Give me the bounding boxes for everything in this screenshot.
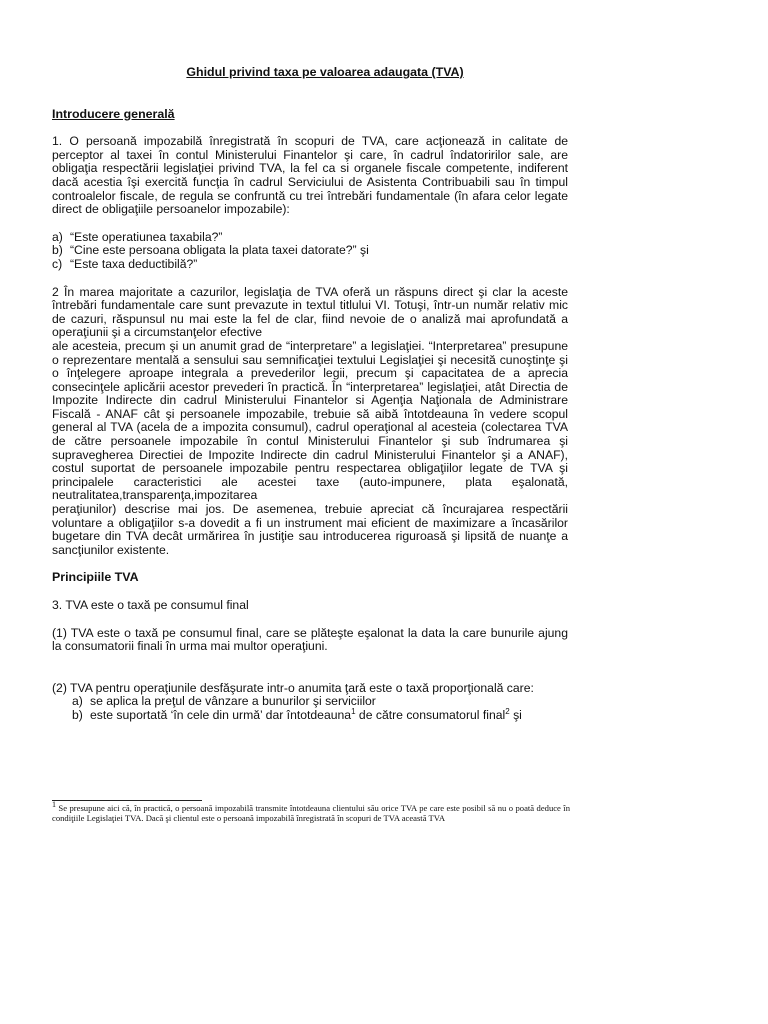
list-item <box>72 706 568 723</box>
list-item <box>72 695 568 709</box>
paragraph-3: 3. TVA este o taxă pe consumul final <box>52 598 249 612</box>
footnote-divider <box>52 800 202 801</box>
footnote-text: Se presupune aici că, în practică, o persoană impozabilă transmite întotdeauna clientului său orice TVA pe care este posibil să nu o poată deduce în condiţiile Legislaţiei TVA. Dacă şi clientul este o persoană impozabilă înregistrată în scopuri de TVA această TVA <box>52 803 570 824</box>
paragraph-2-part-1: 2 În marea majoritate a cazurilor, legislaţia de TVA oferă un răspuns direct şi clar la aceste întrebări fundamentale care sunt prevazute in textul titlului VI. Totuşi, într-un număr relativ mic de cazuri, răspunsul nu mai este la fel de clar, fiind nevoie de o analiză mai aprofundată a operaţiunii şi a circumstanţelor efective <box>52 284 568 340</box>
list-item-text: se aplica la preţul de vânzare a bunurilor şi serviciilor <box>90 694 376 709</box>
intro-heading: Introducere generală <box>52 106 175 121</box>
list-item-text: “Cine este persoana obligata la plata taxei datorate?” şi <box>70 243 369 258</box>
list-item <box>52 258 568 272</box>
list-item-text: “Este taxa deductibilă?” <box>70 256 198 271</box>
list-item-text: “Este operatiunea taxabila?” <box>70 229 223 244</box>
list-marker: a) <box>72 694 83 709</box>
list-marker: b) <box>72 707 83 722</box>
document-title: Ghidul privind taxa pe valoarea adaugata (TVA) <box>186 65 464 79</box>
list-item <box>52 231 568 245</box>
list-marker: a) <box>52 229 63 244</box>
list-marker: c) <box>52 256 63 271</box>
footnote <box>52 800 570 824</box>
paragraph-3-2: (2) TVA pentru operaţiunile desfăşurate intr-o anumita ţară este o taxă proporţională care: <box>52 680 534 695</box>
paragraph-1: 1. O persoană impozabilă înregistrată în scopuri de TVA, care acţionează in calitate de perceptor al taxei în contul Ministerului Finantelor şi care, în cadrul îndatoririlor sale, are obligaţia respectării legislaţiei privind TVA, la fel ca si organele fiscale competente, indiferent dacă acestia îşi exercită funcţia în cadrul Serviciului de Asistenta Contribuabili sau în timpul controalelor fiscale, de regula se confruntă cu trei întrebări fundamentale (în afara celor legate direct de obligaţiile persoanelor impozabile): <box>52 134 568 217</box>
principles-heading: Principiile TVA <box>52 570 139 585</box>
list-item-text: este suportată ‘în cele din urmă’ dar întotdeauna$^1$ de către consumatorul final$^2$ şi <box>90 706 522 722</box>
list-item <box>52 244 568 258</box>
paragraph-2-part-3: peraţiunilor) descrise mai jos. De asemenea, trebuie apreciat că încurajarea respectării voluntare a obligaţiilor s-a dovedit a fi un instrument mai eficient de maximizare a încasărilor bugetare din TVA decât urmărirea în justiţie sau introducerea riguroasă şi lipsită de nuanţe a sancţiunilor existente. <box>52 502 568 557</box>
footnote-ref[interactable]: 2 <box>505 706 510 716</box>
footnote-number: 1 <box>52 800 56 810</box>
document-page <box>52 60 568 723</box>
list-marker: b) <box>52 243 63 258</box>
paragraph-3-1: (1) TVA este o taxă pe consumul final, care se plăteşte eşalonat la data la care bunurile ajung la consumatorii finali în urma mai multor operaţiuni. <box>52 625 568 654</box>
tax-characteristics-list <box>52 695 568 722</box>
paragraph-2-part-2: ale acesteia, precum şi un anumit grad de “interpretare” a legislaţiei. “Interpretarea” presupune o reprezentare mentală a sensului sau semnificaţiei textului Legislaţiei şi necesită cunoştinţe şi o înţelegere aproape integrala a prevederilor legii, precum şi capacitatea de a aprecia consecinţele aplicării acestor prevederi în practică. În “interpretarea” legislaţiei, atât Directia de Impozite Indirecte din cadrul Ministerului Finantelor si Agenţia Naţionala de Administrare Fiscală - ANAF cât şi persoanele impozabile, trebuie să aibă întotdeauna în vedere scopul general al TVA (acela de a impozita consumul), cadrul operaţional al acesteia (colectarea TVA de către persoanele impozabile în contul Ministerului Finantelor şi sub îndrumarea şi supravegherea Directiei de Impozite Indirecte din cadrul Ministerului Finantelor şi a ANAF), costul suportat de persoanele impozabile pentru respectarea obligaţiilor legate de TVA şi principalele caracteristici ale acestei taxe (auto-impunere, plata eşalonată, neutralitatea,transparenţa,impozitarea <box>52 338 568 503</box>
fundamental-questions-list <box>52 231 568 272</box>
footnote-ref[interactable]: 1 <box>351 706 356 716</box>
